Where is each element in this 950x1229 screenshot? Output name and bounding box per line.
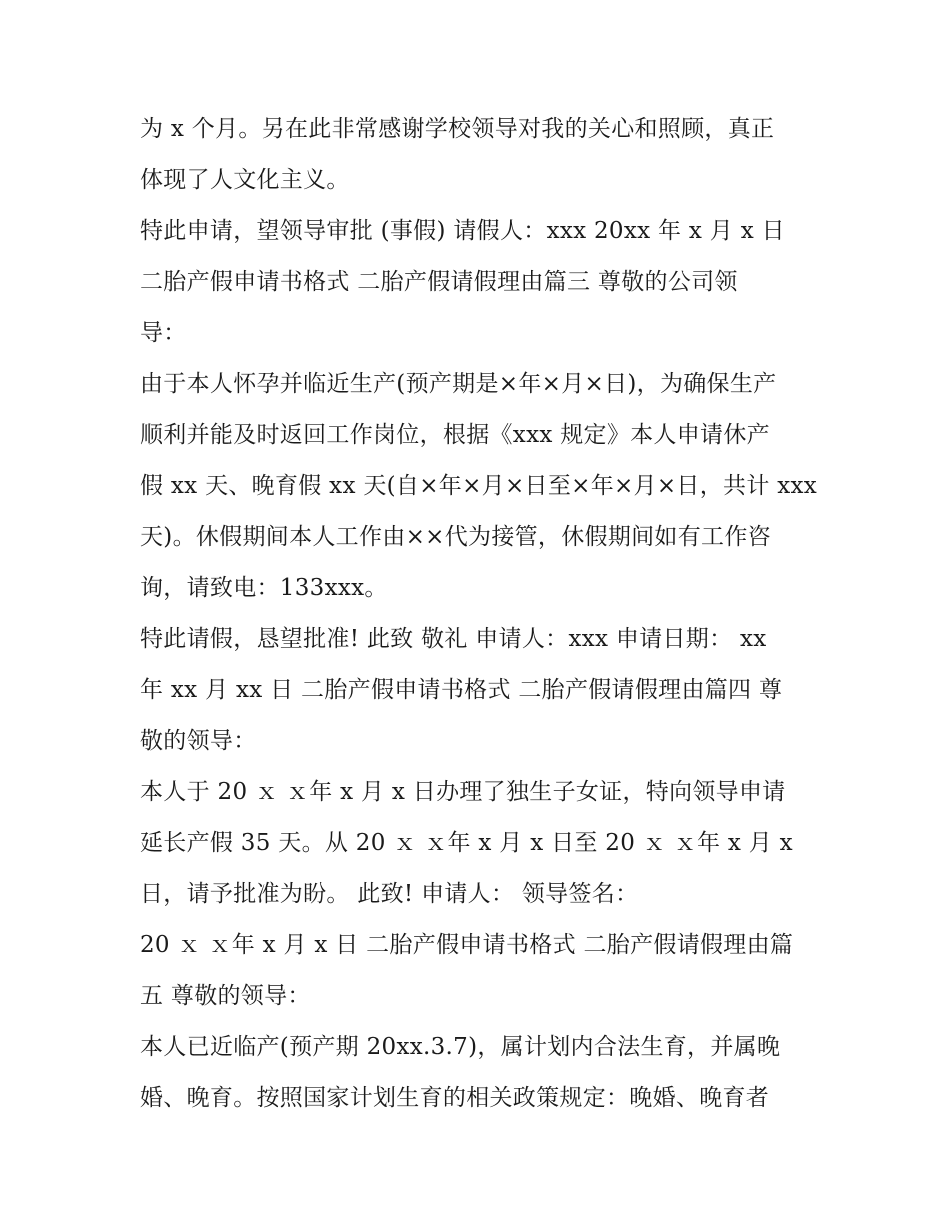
- text-line: 本人于 20 ｘ ｘ年 x 月 x 日办理了独生子女证，特向领导申请: [140, 779, 786, 805]
- text-line: 体现了人文化主义。: [140, 167, 350, 193]
- text-line: 延长产假 35 天。从 20 ｘ ｘ年 x 月 x 日至 20 ｘ ｘ年 x 月 x: [140, 830, 793, 856]
- text-line: 敬的领导：: [140, 728, 257, 754]
- text-line: 年 xx 月 xx 日 二胎产假申请书格式 二胎产假请假理由篇四 尊: [140, 677, 783, 703]
- text-line: 20 ｘ ｘ年 x 月 x 日 二胎产假申请书格式 二胎产假请假理由篇: [140, 932, 794, 958]
- text-line: 导：: [140, 320, 187, 346]
- text-line: 二胎产假申请书格式 二胎产假请假理由篇三 尊敬的公司领: [140, 269, 738, 295]
- text-line: 本人已近临产(预产期 20xx.3.7)，属计划内合法生育，并属晚: [140, 1034, 781, 1060]
- text-line: 假 xx 天、晚育假 xx 天(自×年×月×日至×年×月×日，共计 xxx: [140, 473, 818, 499]
- text-line: 日，请予批准为盼。 此致! 申请人： 领导签名：: [140, 881, 639, 907]
- text-line: 特此请假，恳望批准! 此致 敬礼 申请人：xxx 申请日期： xx: [140, 626, 767, 652]
- document-body: [140, 104, 820, 1124]
- text-line: 为 x 个月。另在此非常感谢学校领导对我的关心和照顾，真正: [140, 116, 775, 142]
- text-line: 特此申请，望领导审批 (事假) 请假人：xxx 20xx 年 x 月 x 日: [140, 218, 785, 244]
- text-line: 天)。休假期间本人工作由××代为接管，休假期间如有工作咨: [140, 524, 771, 550]
- text-line: 询，请致电：133xxx。: [140, 575, 388, 601]
- text-line: 婚、晚育。按照国家计划生育的相关政策规定：晚婚、晚育者: [140, 1085, 770, 1111]
- text-line: 顺利并能及时返回工作岗位，根据《xxx 规定》本人申请休产: [140, 422, 770, 448]
- text-line: 五 尊敬的领导：: [140, 983, 311, 1009]
- text-line: 由于本人怀孕并临近生产(预产期是×年×月×日)，为确保生产: [140, 371, 777, 397]
